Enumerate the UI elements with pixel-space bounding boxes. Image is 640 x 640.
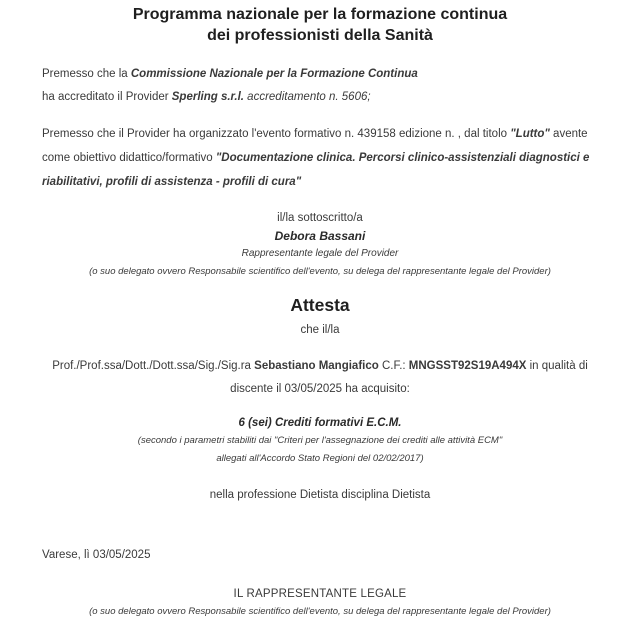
premessa1-line2 [42, 86, 598, 109]
crediti-nota2: allegati all'Accordo Stato Regioni del 02/02/2017) [216, 452, 424, 464]
luogo-data: Varese, lì 03/05/2025 [42, 549, 151, 561]
discente-paragraph [44, 355, 596, 401]
accreditamento-number: accreditamento n. 5606; [243, 91, 371, 103]
firma-delega: (o suo delegato ovvero Responsabile scientifico dell'evento, su delega del rappresentante legale del Provider) [89, 606, 551, 617]
discente-nome: Sebastiano Mangiafico [254, 360, 379, 372]
premessa-evento [42, 122, 598, 194]
premessa1-line1 [42, 63, 598, 86]
discente-suffix: in qualità di discente il 03/05/2025 ha acquisito: [230, 360, 588, 395]
premessa1-line2-text: ha accreditato il Provider [42, 91, 172, 103]
attesta-sub: che il/la [300, 324, 340, 336]
discente-prefix: Prof./Prof.ssa/Dott./Dott.ssa/Sig./Sig.ra [52, 360, 255, 372]
crediti-value: 6 (sei) [238, 417, 272, 429]
certificate-title [40, 4, 600, 46]
attesta-heading: Attesta [290, 295, 350, 315]
premessa1-line1-text: Premesso che la [42, 68, 131, 80]
codice-fiscale: MNGSST92S19A494X [408, 360, 527, 372]
provider-name: Sperling s.r.l. [171, 91, 244, 103]
firma-titolo: IL RAPPRESENTANTE LEGALE [233, 588, 407, 600]
certificate-title-line1: Programma nazionale per la formazione continua [132, 6, 508, 23]
event-title: "Lutto" [510, 128, 550, 140]
professione-line: nella professione Dietista disciplina Dietista [209, 489, 431, 501]
delega-note: (o suo delegato ovvero Responsabile scientifico dell'evento, su delega del rappresentante legale del Provider) [89, 266, 551, 277]
crediti-label: Crediti formativi E.C.M. [271, 417, 402, 429]
sottoscritto-block [0, 209, 640, 281]
crediti-line [0, 414, 640, 432]
cf-label: C.F.: [378, 360, 409, 372]
rappresentante-ruolo: Rappresentante legale del Provider [241, 248, 399, 259]
event-objective: "Documentazione clinica. Percorsi clinico-assistenziali diagnostici e riabilitativi, profili di assistenza - profili di cura" [42, 152, 590, 188]
rappresentante-nome: Debora Bassani [274, 229, 366, 243]
certificate-title-line2: dei professionisti della Sanità [207, 27, 433, 44]
crediti-nota1: (secondo i parametri stabiliti dai "Criteri per l'assegnazione dei crediti alle attività ECM" [137, 435, 503, 446]
premessa2-text1: Premesso che il Provider ha organizzato l'evento formativo n. 439158 edizione n. , dal titolo [42, 128, 511, 140]
premessa-accreditamento [42, 63, 598, 109]
premessa2-text2: avente come obiettivo didattico/formativo [42, 128, 588, 164]
sottoscritto-intro: il/la sottoscritto/a [277, 212, 363, 224]
commissione-nazionale-name: Commissione Nazionale per la Formazione Continua [130, 68, 418, 80]
